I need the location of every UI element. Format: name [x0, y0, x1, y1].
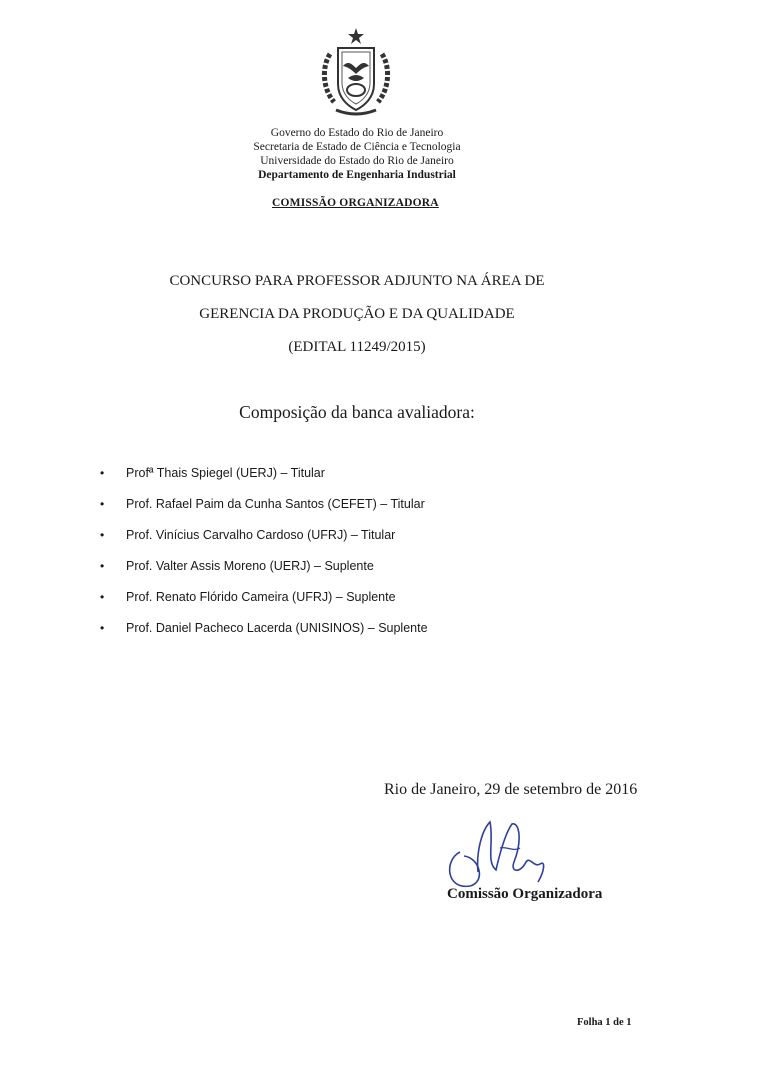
- header-department: Departamento de Engenharia Industrial: [258, 169, 456, 181]
- header-university: Universidade do Estado do Rio de Janeiro: [260, 155, 454, 167]
- bullet-icon: •: [100, 497, 105, 511]
- bullet-icon: •: [100, 559, 105, 573]
- bullet-icon: •: [100, 528, 105, 542]
- list-item: [100, 466, 428, 497]
- list-item: [100, 497, 428, 528]
- board-subtitle: Composição da banca avaliadora:: [239, 402, 475, 422]
- member-name: Prof. Valter Assis Moreno (UERJ) – Suplente: [126, 559, 374, 573]
- list-item: [100, 621, 428, 652]
- member-name: Prof. Rafael Paim da Cunha Santos (CEFET) – Titular: [126, 497, 425, 511]
- commission-heading: COMISSÃO ORGANIZADORA: [272, 197, 439, 209]
- member-name: Prof. Renato Flórido Cameira (UFRJ) – Suplente: [126, 590, 396, 604]
- member-name: Profª Thais Spiegel (UERJ) – Titular: [126, 466, 325, 480]
- date-line: Rio de Janeiro, 29 de setembro de 2016: [384, 781, 638, 798]
- member-name: Prof. Vinícius Carvalho Cardoso (UFRJ) – Titular: [126, 528, 396, 542]
- list-item: [100, 559, 428, 590]
- bullet-icon: •: [100, 621, 105, 635]
- bullet-icon: •: [100, 590, 105, 604]
- state-coat-of-arms-icon: [312, 26, 400, 118]
- title-line-2: GERENCIA DA PRODUÇÃO E DA QUALIDADE: [199, 306, 515, 322]
- header-secretariat: Secretaria de Estado de Ciência e Tecnologia: [253, 141, 461, 153]
- page-folio: Folha 1 de 1: [577, 1017, 632, 1028]
- title-line-3: (EDITAL 11249/2015): [288, 339, 426, 355]
- member-name: Prof. Daniel Pacheco Lacerda (UNISINOS) – Suplente: [126, 621, 428, 635]
- board-members-list: [100, 466, 428, 652]
- list-item: [100, 528, 428, 559]
- handwritten-signature-icon: [440, 812, 570, 892]
- header-government: Governo do Estado do Rio de Janeiro: [270, 127, 444, 139]
- signature-label: Comissão Organizadora: [447, 886, 603, 902]
- list-item: [100, 590, 428, 621]
- bullet-icon: •: [100, 466, 105, 480]
- title-line-1: CONCURSO PARA PROFESSOR ADJUNTO NA ÁREA DE: [169, 273, 545, 289]
